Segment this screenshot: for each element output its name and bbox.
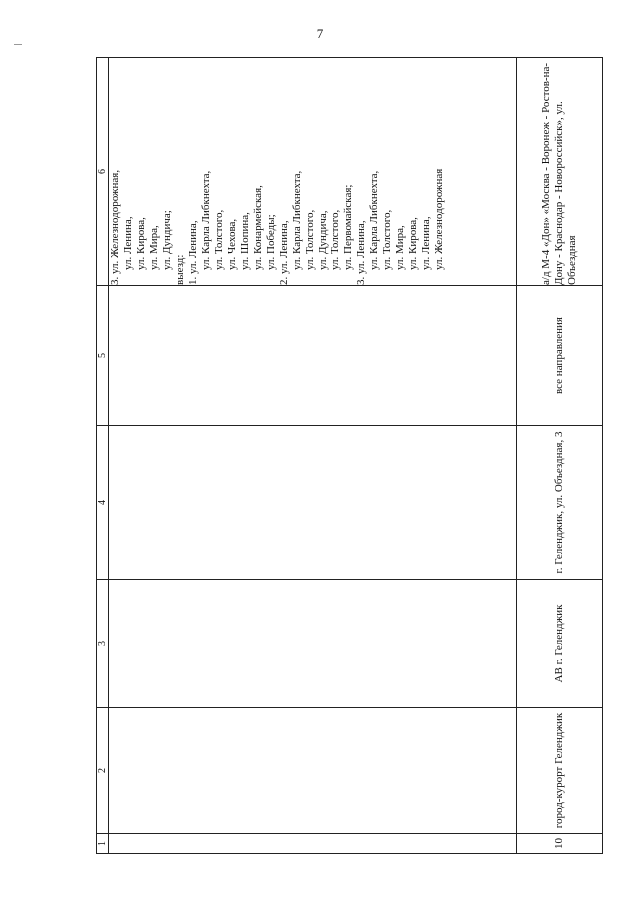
cell-empty: [109, 834, 517, 854]
route-streets-cell: [109, 58, 517, 286]
route-line: ул. Шопина,: [238, 212, 251, 270]
header-col-4: 4: [97, 426, 109, 580]
cell-empty: [109, 580, 517, 708]
route-line: ул. Кирова,: [134, 217, 147, 270]
route-line: ул. Ленина,: [121, 216, 134, 270]
route-line: 3. ул. Ленина,: [355, 220, 368, 285]
route-line: ул. Дундича;: [160, 210, 173, 270]
scan-mark: [14, 44, 22, 45]
route-line: ул. Конармейская,: [251, 185, 264, 270]
route-line: ул. Карла Либкнехта,: [199, 170, 212, 270]
table-row: [109, 58, 517, 854]
header-col-6: 6: [97, 58, 109, 286]
route-line: ул. Карла Либкнехта,: [368, 170, 381, 270]
header-col-3: 3: [97, 580, 109, 708]
table-row: [517, 58, 603, 854]
route-road-cell: а/д М-4 «Дон» «Москва - Воронеж - Ростов-на-Дону - Краснодар - Новороссийск», ул. Объездная: [517, 58, 603, 286]
route-line: ул. Чехова,: [225, 218, 238, 270]
route-line: ул. Дундича,: [316, 210, 329, 270]
route-line: ул. Первомайская;: [342, 184, 355, 270]
rotated-table-wrapper: [96, 58, 602, 854]
route-line: 3. ул. Железнодорожная,: [109, 169, 121, 285]
route-line: ул. Железнодорожная: [433, 168, 446, 270]
municipality-cell: город-курорт Геленджик: [517, 708, 603, 834]
header-col-1: 1: [97, 834, 109, 854]
route-line: ул. Мира,: [147, 225, 160, 270]
route-line: 1. ул. Ленина,: [186, 220, 199, 285]
route-line: 2. ул. Ленина,: [277, 220, 290, 285]
cell-empty: [109, 426, 517, 580]
route-line: ул. Ленина,: [420, 216, 433, 270]
station-cell: АВ г. Геленджик: [517, 580, 603, 708]
row-number-cell: 10: [517, 834, 603, 854]
route-line: выезд:: [173, 254, 186, 285]
route-table: [96, 57, 603, 854]
cell-empty: [109, 708, 517, 834]
route-line: ул. Мира,: [394, 225, 407, 270]
page-number: 7: [316, 26, 324, 41]
direction-cell: все направления: [517, 286, 603, 426]
table-header-row: [97, 58, 109, 854]
route-line: ул. Толстого,: [303, 209, 316, 270]
header-col-5: 5: [97, 286, 109, 426]
route-line: ул. Толстого,: [212, 209, 225, 270]
route-line: ул. Победы;: [264, 214, 277, 270]
header-col-2: 2: [97, 708, 109, 834]
route-line: ул. Толстого,: [329, 209, 342, 270]
route-line: ул. Карла Либкнехта,: [290, 170, 303, 270]
route-line: ул. Кирова,: [407, 217, 420, 270]
address-cell: г. Геленджик, ул. Объездная, 3: [517, 426, 603, 580]
cell-empty: [109, 286, 517, 426]
route-line: ул. Толстого,: [381, 209, 394, 270]
